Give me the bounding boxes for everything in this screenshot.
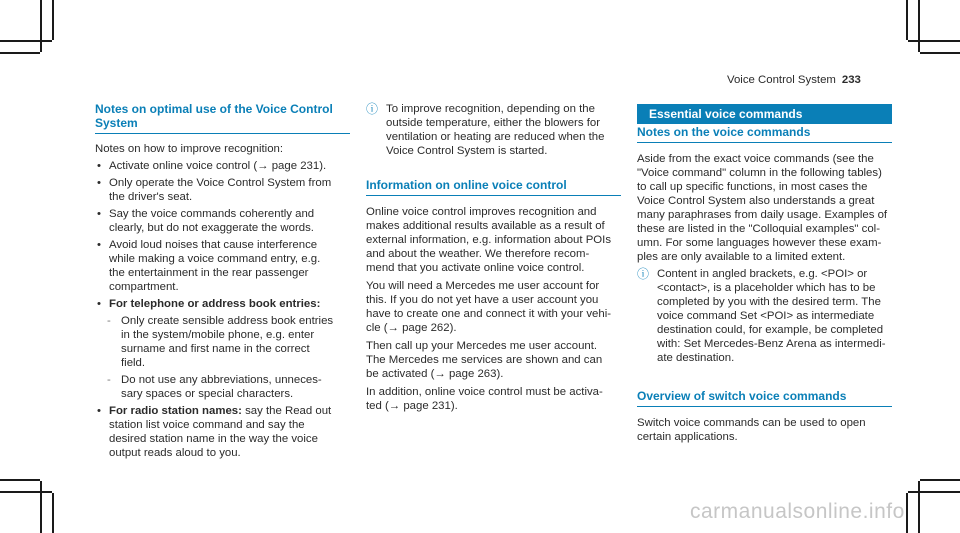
paragraph-line: external information, e.g. information about POIs	[366, 234, 612, 246]
list-item-text: compartment.	[109, 281, 179, 293]
watermark: carmanualsonline.info	[690, 500, 905, 523]
crop-mark	[40, 481, 42, 533]
note-text: <contact>, is a placeholder which has to be	[657, 282, 876, 294]
paragraph	[366, 385, 621, 413]
crop-mark	[920, 52, 960, 54]
paragraph-line: The Mercedes me services are shown and can	[366, 354, 603, 366]
note-text: voice command Set <POI> as intermediate	[657, 310, 875, 322]
column-middle	[366, 102, 621, 413]
info-note	[637, 267, 892, 365]
paragraph-line: to call up specific functions, in most cases the	[637, 181, 868, 193]
note-text: Voice Control System is started.	[386, 145, 548, 157]
crop-mark	[52, 493, 54, 533]
list-item-text: • Activate online voice control (→ page 231).	[109, 160, 327, 172]
list-item	[95, 404, 350, 460]
sub-list-text: field.	[121, 357, 146, 369]
list-item	[95, 176, 350, 204]
crop-mark	[906, 0, 908, 40]
list-item-text: clearly, but do not exaggerate the words.	[109, 222, 314, 234]
heading-line: Notes on the voice commands	[637, 125, 811, 139]
column-left	[95, 102, 350, 460]
paragraph-line: You will need a Mercedes me user account for	[366, 280, 600, 292]
paragraph-line: these are listed in the "Colloquial examples" col-	[637, 223, 880, 235]
paragraph-line: Aside from the exact voice commands (see the	[637, 153, 874, 165]
paragraph-line: this. If you do not yet have a user account you	[366, 294, 599, 306]
list-item-text: station list voice command and say the	[109, 419, 305, 431]
crop-mark	[918, 481, 920, 533]
heading-line: System	[95, 116, 138, 130]
list-item-bold: For radio station names:	[109, 405, 242, 417]
list-item-text: • Only operate the Voice Control System from	[109, 177, 332, 189]
section-heading	[637, 389, 892, 407]
page-number: 233	[841, 74, 861, 86]
paragraph-line: Then call up your Mercedes me user account.	[366, 340, 598, 352]
crop-mark	[0, 40, 52, 42]
sub-list-text: in the system/mobile phone, e.g. enter	[121, 329, 315, 341]
paragraph-line: ted (→ page 231).	[366, 400, 458, 412]
heading-line: Information on online voice control	[366, 178, 567, 192]
list-item-text: • Avoid loud noises that cause interference	[109, 239, 318, 251]
list-item	[95, 238, 350, 294]
section-heading	[366, 178, 621, 196]
list-item-text: the driver's seat.	[109, 191, 193, 203]
list-item	[95, 159, 350, 173]
section-title: Voice Control System	[727, 74, 836, 86]
paragraph-line: Voice Control System also understands a great	[637, 195, 875, 207]
note-text: destination could, for example, be completed	[657, 324, 884, 336]
paragraph	[366, 205, 621, 275]
paragraph	[637, 416, 892, 444]
note-text: completed by you with the desired term. The	[657, 296, 881, 308]
list-item	[95, 207, 350, 235]
intro-text: Notes on how to improve recognition:	[95, 143, 284, 155]
sub-list-item	[95, 373, 350, 401]
paragraph	[637, 152, 892, 264]
list-item-text: output reads aloud to you.	[109, 447, 241, 459]
running-header	[727, 73, 861, 87]
paragraph-line: mend that you activate online voice control.	[366, 262, 585, 274]
list-item-text: say the Read out	[241, 405, 332, 417]
list-item-text: the entertainment in the rear passenger	[109, 267, 309, 279]
crop-mark	[52, 0, 54, 40]
list-item-text: while making a voice command entry, e.g.	[109, 253, 321, 265]
paragraph-line: Online voice control improves recognition and	[366, 206, 597, 218]
note-text: ventilation or heating are reduced when the	[386, 131, 605, 143]
sub-list-text: - Only create sensible address book entries	[121, 315, 334, 327]
note-text: with: Set Mercedes-Benz Arena as intermedi-	[657, 338, 886, 350]
crop-mark	[908, 491, 960, 493]
paragraph-line: makes additional results available as a result of	[366, 220, 605, 232]
paragraph-line: be activated (→ page 263).	[366, 368, 504, 380]
crop-mark	[0, 52, 40, 54]
paragraph-line: many paraphrases from daily usage. Examples of	[637, 209, 888, 221]
info-icon: ⓘ	[637, 267, 650, 281]
paragraph-line: have to create one and connect it with your vehi-	[366, 308, 612, 320]
sub-list-item	[95, 314, 350, 370]
section-heading	[95, 102, 350, 134]
crop-mark	[40, 0, 42, 52]
note-text: To improve recognition, depending on the	[386, 103, 595, 115]
paragraph-line: ples are only available to a limited extent.	[637, 251, 846, 263]
sub-heading	[637, 125, 892, 143]
note-text: outside temperature, either the blowers for	[386, 117, 601, 129]
paragraph-line: umn. For some languages however these exam-	[637, 237, 882, 249]
crop-mark	[0, 491, 52, 493]
info-note	[366, 102, 621, 158]
paragraph-line: cle (→ page 262).	[366, 322, 457, 334]
heading-line: Notes on optimal use of the Voice Control	[95, 102, 333, 116]
paragraph-line: Switch voice commands can be used to open	[637, 417, 866, 429]
sub-list-text: surname and first name in the correct	[121, 343, 310, 355]
crop-mark	[920, 479, 960, 481]
sub-list-text: sary spaces or special characters.	[121, 388, 294, 400]
heading-line: Overview of switch voice commands	[637, 389, 847, 403]
paragraph	[366, 279, 621, 335]
paragraph-line: In addition, online voice control must be activa-	[366, 386, 603, 398]
paragraph	[366, 339, 621, 381]
column-right	[637, 125, 892, 444]
crop-mark	[908, 40, 960, 42]
list-item-text: desired station name in the way the voice	[109, 433, 318, 445]
crop-mark	[0, 479, 40, 481]
paragraph-line: and about the weather. We therefore recom-	[366, 248, 590, 260]
crop-mark	[918, 0, 920, 52]
sub-list-text: - Do not use any abbreviations, unneces-	[121, 374, 322, 386]
note-text: Content in angled brackets, e.g. <POI> or	[657, 268, 868, 280]
list-item	[95, 297, 350, 311]
paragraph-line: certain applications.	[637, 431, 738, 443]
crop-mark	[906, 493, 908, 533]
info-icon: ⓘ	[366, 102, 379, 116]
paragraph-line: "Voice command" column in the following tables)	[637, 167, 882, 179]
list-item-text: • For telephone or address book entries:	[109, 298, 321, 310]
section-band: Essential voice commands	[637, 104, 892, 124]
note-text: ate destination.	[657, 352, 735, 364]
list-item-text: • Say the voice commands coherently and	[109, 208, 315, 220]
